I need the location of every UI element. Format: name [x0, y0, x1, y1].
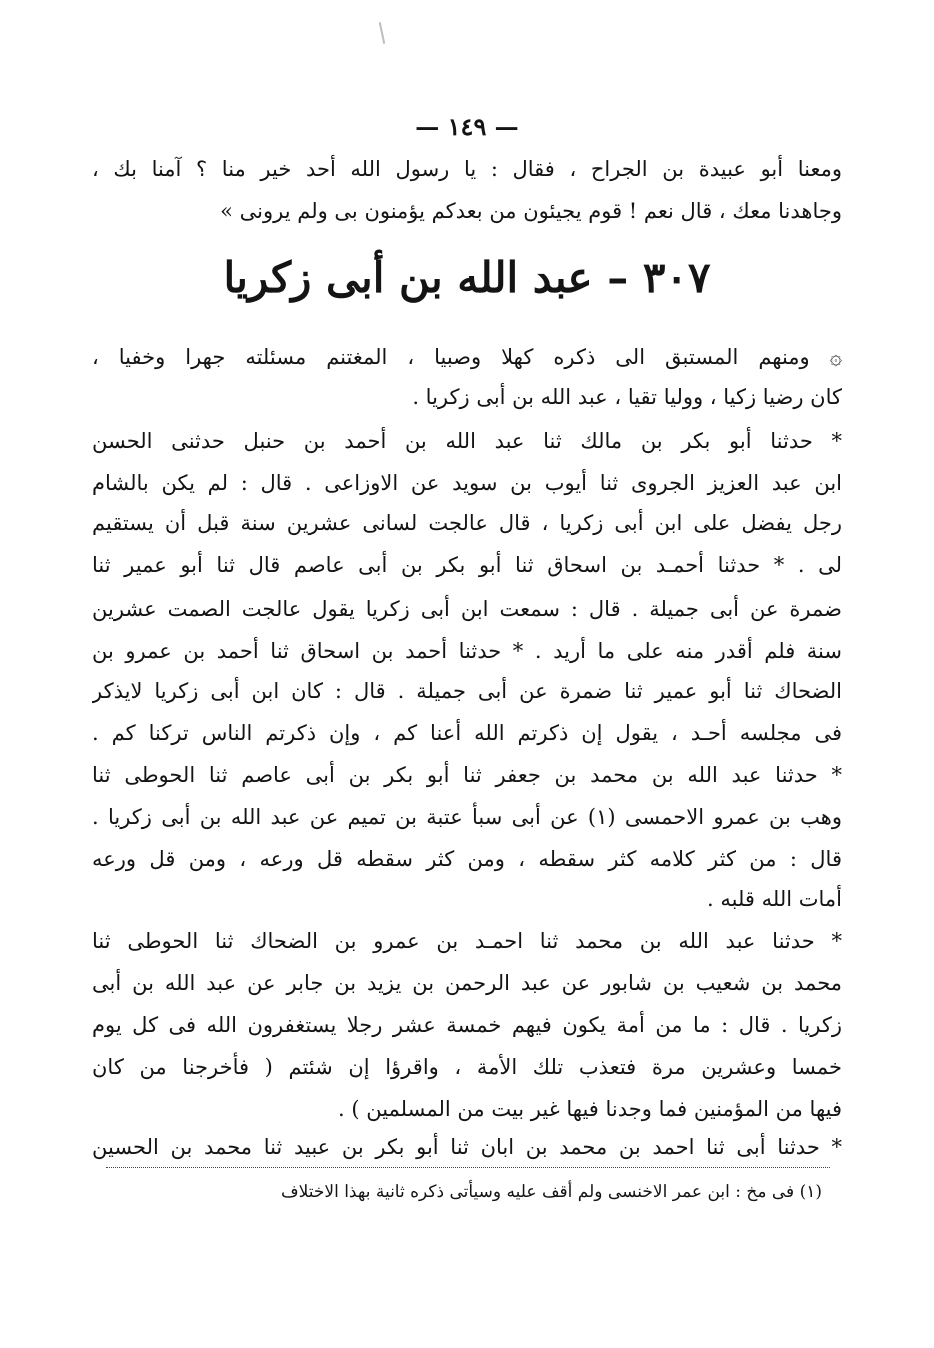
text-line: رجل يفضل على ابن أبى زكريا ، قال عالجت لسانى عشرين سنة قبل أن يستقيم — [92, 511, 842, 535]
text-line: * حدثنا عبد الله بن محمد بن جعفر ثنا أبو بكر بن أبى عاصم ثنا الحوطى ثنا — [92, 763, 842, 787]
text-line: ۞ ومنهم المستبق الى ذكره كهلا وصبيا ، المغتنم مسئلته جهرا وخفيا ، — [92, 345, 842, 369]
text-line: ضمرة عن أبى جميلة . قال : سمعت ابن أبى زكريا يقول عالجت الصمت عشرين — [92, 597, 842, 621]
text-line: لى . * حدثنا أحمـد بن اسحاق ثنا أبو بكر بن أبى عاصم قال ثنا أبو عمير ثنا — [92, 553, 842, 577]
text-line: كان رضيا زكيا ، ووليا تقيا ، عبد الله بن أبى زكريا . — [412, 385, 842, 409]
section-title: ٣٠٧ – عبد الله بن أبى زكريا — [223, 253, 711, 302]
footnote-divider — [106, 1167, 830, 1168]
text-line: فيها من المؤمنين فما وجدنا فيها غير بيت من المسلمين ) . — [338, 1097, 842, 1121]
text-line: ابن عبد العزيز الجروى ثنا أيوب بن سويد عن الاوزاعى . قال : لم يكن بالشام — [92, 471, 842, 495]
text-line: ومعنا أبو عبيدة بن الجراح ، فقال : يا رسول الله أحد خير منا ؟ آمنا بك ، — [92, 157, 842, 181]
scan-mark — [379, 22, 386, 44]
footnote: (١) فى مخ : ابن عمر الاخنسى ولم أقف عليه وسيأتى ذكره ثانية بهذا الاختلاف — [280, 1182, 822, 1202]
text-line: * حدثنا أبو بكر بن مالك ثنا عبد الله بن أحمد بن حنبل حدثنى الحسن — [92, 429, 842, 453]
text-line: قال : من كثر كلامه كثر سقطه ، ومن كثر سقطه قل ورعه ، ومن قل ورعه — [92, 847, 842, 871]
text-line: محمد بن شعيب بن شابور عن عبد الرحمن بن يزيد بن جابر عن عبد الله بن أبى — [92, 971, 842, 995]
text-line: أمات الله قلبه . — [707, 887, 842, 911]
text-line: وجاهدنا معك ، قال نعم ! قوم يجيئون من بعدكم يؤمنون بى ولم يرونى » — [220, 199, 842, 223]
text-line: الضحاك ثنا أبو عمير ثنا ضمرة عن أبى جميلة . قال : كان ابن أبى زكريا لايذكر — [92, 679, 842, 703]
page-number: — ١٤٩ — — [415, 112, 519, 141]
text-line: زكريا . قال : ما من أمة يكون فيهم خمسة عشر رجلا يستغفرون الله فى كل يوم — [92, 1013, 842, 1037]
text-line: وهب بن عمرو الاحمسى (١) عن أبى سبأ عتبة بن تميم عن عبد الله بن أبى زكريا . — [92, 805, 842, 829]
text-line: خمسا وعشرين مرة فتعذب تلك الأمة ، واقرؤا إن شئتم ( فأخرجنا من كان — [92, 1055, 842, 1079]
text-line: * حدثنا عبد الله بن محمد ثنا احمـد بن عمرو بن الضحاك ثنا الحوطى ثنا — [92, 929, 842, 953]
text-line: * حدثنا أبى ثنا احمد بن محمد بن ابان ثنا أبو بكر بن عبيد ثنا محمد بن الحسين — [92, 1135, 842, 1159]
text-line: فى مجلسه أحـد ، يقول إن ذكرتم الله أعنا كم ، وإن ذكرتم الناس تركنا كم . — [92, 721, 842, 745]
text-line: سنة فلم أقدر منه على ما أريد . * حدثنا أحمد بن اسحاق ثنا أحمد بن عمرو بن — [92, 639, 842, 663]
